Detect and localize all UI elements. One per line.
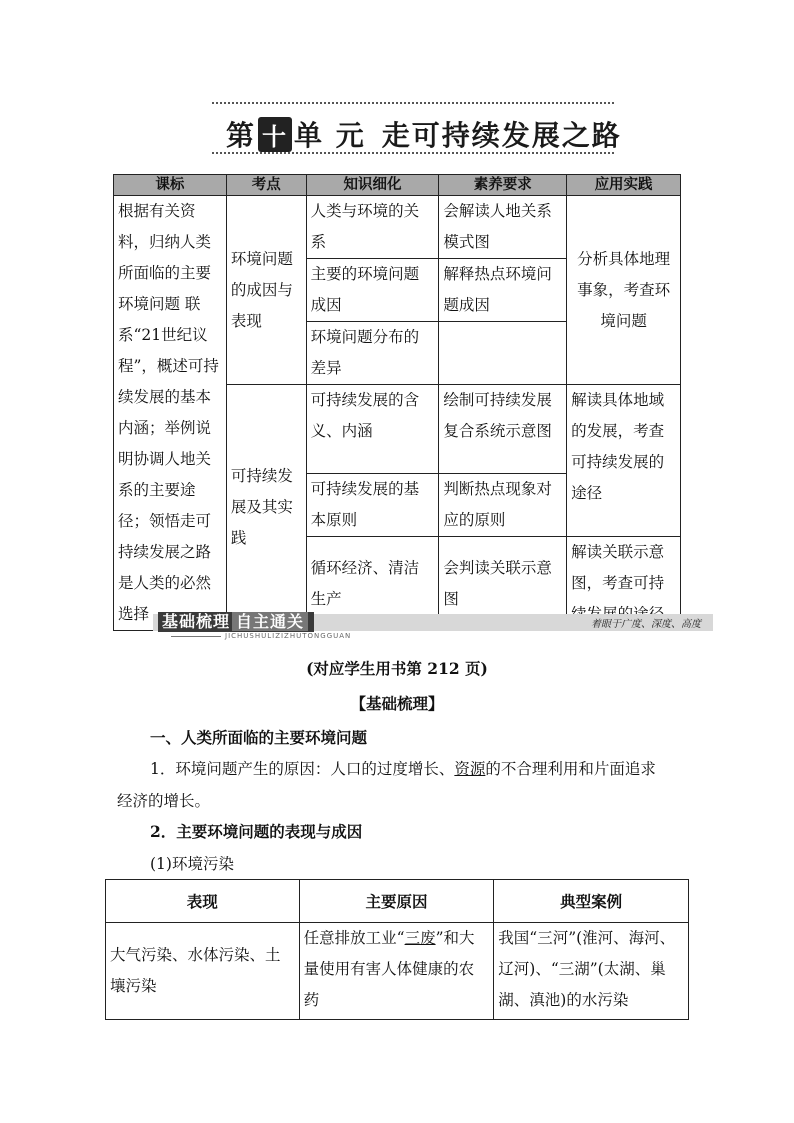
paragraph-text: 的不合理利用和片面追求 — [485, 760, 656, 778]
underlined-term: 三废 — [404, 929, 436, 947]
col-header: 考点 — [226, 175, 306, 196]
table-row — [114, 196, 681, 259]
title-unit-word: 单 元 — [294, 119, 366, 152]
exam-point-cell: 可持续发展及其实践 — [226, 385, 306, 631]
banner-tag-secondary: 自主通关 — [232, 612, 308, 631]
title-dotted-rule-top — [212, 102, 614, 104]
heading-3: (1)环境污染 — [150, 855, 234, 873]
col-header: 知识细化 — [306, 175, 439, 196]
table-header-row — [114, 175, 681, 196]
heading-1: 一、人类所面临的主要环境问题 — [150, 728, 368, 747]
banner-tag-primary: 基础梳理 — [162, 612, 231, 631]
title-dotted-rule-bottom — [212, 152, 614, 154]
table-row — [106, 923, 689, 1020]
col-header: 应用实践 — [567, 175, 681, 196]
table-cell — [299, 923, 494, 1020]
underlined-term: 资源 — [454, 760, 486, 778]
col-header: 课标 — [114, 175, 227, 196]
knowledge-cell: 人类与环境的关系 — [306, 196, 439, 259]
paragraph-line: 经济的增长。 — [117, 792, 211, 810]
knowledge-cell: 可持续发展的基本原则 — [306, 474, 439, 537]
unit-number: 十 — [258, 117, 292, 152]
unit-overview-table — [113, 174, 681, 631]
paragraph-text: 1．环境问题产生的原因：人口的过度增长、 — [150, 760, 455, 778]
col-header: 表现 — [106, 880, 300, 923]
col-header: 主要原因 — [299, 880, 494, 923]
banner-tag — [158, 612, 314, 632]
heading-2: 2．主要环境问题的表现与成因 — [150, 822, 363, 841]
banner-pinyin: JICHUSHULIZIZHUTONGGUAN — [225, 632, 352, 640]
section-heading: 【基础梳理】 — [350, 694, 444, 713]
practice-cell: 解读具体地域的发展，考查可持续发展的途径 — [567, 385, 681, 537]
cell-text: ”和大量使用有害人体健康的农药 — [303, 929, 475, 1009]
practice-cell: 解读关联示意图，考查可持 — [567, 537, 681, 631]
page-reference: (对应学生用书第 212 页) — [306, 659, 488, 678]
curriculum-cell: 根据有关资料，归纳人类所面临的主要环境问题 联系“21世纪议程”，概述可持续发展的基本内涵；举例说明协调人地关系的主要途径；领悟走可持续发展之路是人类的必然选择 — [114, 196, 227, 631]
knowledge-cell: 循环经济、清洁生产 — [306, 537, 439, 631]
literacy-cell-empty — [439, 322, 567, 385]
cell-text: 任意排放工业“ — [303, 929, 405, 947]
table-cell: 大气污染、水体污染、土壤污染 — [106, 923, 300, 1020]
literacy-cell: 会解读人地关系模式图 — [439, 196, 567, 259]
col-header: 素养要求 — [439, 175, 567, 196]
title-main: 走可持续发展之路 — [381, 119, 622, 152]
practice-cell: 分析具体地理事象，考查环境问题 — [567, 196, 681, 385]
exam-point-cell: 环境问题的成因与表现 — [226, 196, 306, 385]
paragraph-line — [150, 757, 656, 779]
literacy-cell: 解释热点环境问题成因 — [439, 259, 567, 322]
unit-title-block — [212, 102, 622, 154]
literacy-cell: 会判读关联示意图 — [439, 537, 567, 631]
banner-underline — [171, 636, 221, 637]
col-header: 典型案例 — [494, 880, 689, 923]
knowledge-cell: 可持续发展的含义、内涵 — [306, 385, 439, 474]
title-prefix: 第 — [226, 119, 257, 152]
literacy-cell: 绘制可持续发展复合系统示意图 — [439, 385, 567, 474]
section-banner — [113, 612, 713, 638]
knowledge-cell: 主要的环境问题成因 — [306, 259, 439, 322]
literacy-cell: 判断热点现象对应的原则 — [439, 474, 567, 537]
table-cell: 我国“三河”(淮河、海河、辽河)、“三湖”(太湖、巢湖、滇池)的水污染 — [494, 923, 689, 1020]
banner-slogan: 着眼于广度、深度、高度 — [591, 619, 701, 630]
unit-title — [226, 114, 622, 154]
table-header-row — [106, 880, 689, 923]
pollution-table — [105, 879, 689, 1020]
knowledge-cell: 环境问题分布的差异 — [306, 322, 439, 385]
